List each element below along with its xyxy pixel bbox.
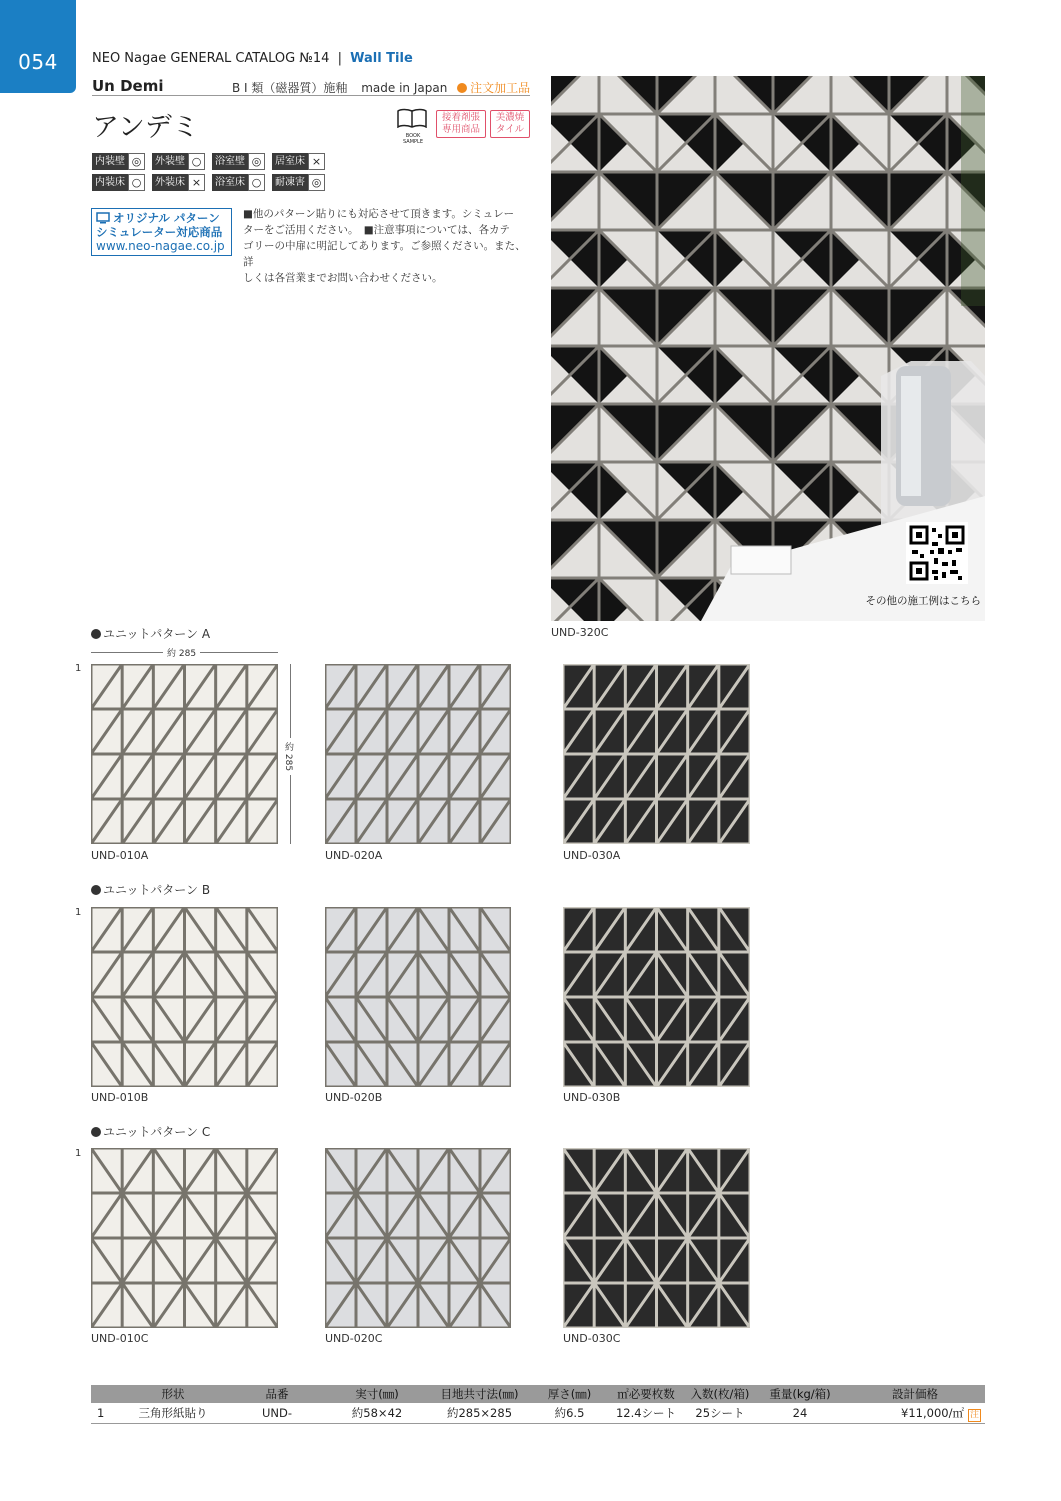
table-cell: UND- [227,1403,327,1424]
qr-code-icon[interactable] [906,522,968,584]
pattern-c-title [91,1123,210,1140]
book-icon [395,108,429,128]
qr-code-graphic [906,522,968,584]
simulator-line2: シミュレーター対応商品 [96,225,223,239]
header-cell [91,1385,119,1403]
pattern-b-title-text: ユニットパターン B [103,883,211,897]
badge-group [436,110,530,138]
tile-swatch-und-030a[interactable] [563,664,750,844]
usage-grid [92,153,332,191]
product-name-jp: アンデミ [92,112,199,143]
tile-pattern-graphic [91,664,278,844]
product-origin: made in Japan [361,81,448,95]
height-dimension-label: 約 285 [282,738,295,775]
tile-swatch-und-020c[interactable] [325,1148,511,1328]
tile-pattern-graphic [325,907,511,1087]
catalog-header [92,51,413,66]
description-line: しくは各営業までお問い合わせください。 [243,272,443,284]
adhesive-only-badge: 接着剤張 専用商品 [436,110,486,138]
usage-label: 外装壁 [152,153,188,170]
header-cell: 入数(枚/箱) [685,1385,755,1403]
header-cell: 品番 [227,1385,327,1403]
installation-photo [551,76,985,621]
usage-label: 耐凍害 [272,174,308,191]
tile-pattern-graphic [563,1148,750,1328]
header-cell: 形状 [119,1385,227,1403]
order-dot-icon [457,83,467,93]
pattern-a-title-text: ユニットパターン A [103,627,211,641]
usage-symbol: ○ [188,153,205,170]
usage-item [92,174,152,191]
order-label: 注文加工品 [470,81,531,95]
product-code: UND-030B [563,1091,621,1104]
header-separator: | [337,51,342,66]
header-cell: 実寸(㎜) [327,1385,427,1403]
tile-pattern-graphic [325,664,511,844]
table-cell: 25シート [685,1403,755,1424]
table-cell: 約6.5 [532,1403,607,1424]
usage-label: 外装床 [152,174,188,191]
description-line: ■他のパターン貼りにも対応させて頂きます。シミュレー [243,208,515,220]
simulator-url[interactable]: www.neo-nagae.co.jp [96,239,225,253]
header-cell: 設計価格 [845,1385,985,1403]
row-number: 1 [75,907,82,918]
order-mark: 注 [969,1409,979,1420]
pattern-c-title-text: ユニットパターン C [103,1125,211,1139]
price-cell [845,1403,985,1424]
tile-pattern-graphic [91,1148,278,1328]
header-cell: 目地共寸法(㎜) [427,1385,532,1403]
header-cell: 厚さ(㎜) [532,1385,607,1403]
tile-swatch-und-020a[interactable] [325,664,511,844]
usage-symbol: ○ [248,174,265,191]
monitor-icon [96,212,110,224]
product-spec: B I 類（磁器質）施釉 [232,81,348,95]
header-cell: ㎡必要枚数 [607,1385,685,1403]
width-dimension-label: 約 285 [163,646,200,659]
category-label: Wall Tile [350,51,413,66]
usage-item [272,153,332,170]
tile-swatch-und-030c[interactable] [563,1148,750,1328]
spec-table-header [91,1385,985,1403]
title-divider [92,95,530,96]
simulator-line1: オリジナル パターン [113,211,220,225]
simulator-line1-row [96,211,227,225]
product-code: UND-010B [91,1091,149,1104]
photo-code: UND-320C [551,626,609,639]
table-cell: 24 [755,1403,845,1424]
bullet-icon [91,885,101,895]
book-sample-label: BOOK SAMPLE [403,133,423,145]
product-spec-line [232,79,530,96]
usage-symbol: ◎ [128,153,145,170]
product-code: UND-020A [325,849,383,862]
product-code: UND-010A [91,849,149,862]
table-cell: 約285×285 [427,1403,532,1424]
tile-pattern-graphic [325,1148,511,1328]
pattern-b-title [91,881,210,898]
bullet-icon [91,1127,101,1137]
description-line: ゴリーの中扉に明記してあります。ご参照ください。また、詳 [243,240,526,268]
tile-swatch-und-010c[interactable] [91,1148,278,1328]
description [243,206,533,286]
product-code: UND-010C [91,1332,149,1345]
book-sample-icon [395,108,431,145]
tile-swatch-und-030b[interactable] [563,907,750,1087]
usage-item [212,153,272,170]
usage-item [152,174,212,191]
usage-label: 内装床 [92,174,128,191]
table-row [91,1403,985,1424]
tile-pattern-graphic [563,907,750,1087]
row-number: 1 [75,663,82,674]
usage-symbol: ○ [128,174,145,191]
usage-item [212,174,272,191]
photo-caption: その他の施工例はこちら [865,595,981,607]
simulator-box[interactable] [91,208,232,256]
tile-pattern-graphic [91,907,278,1087]
catalog-title: NEO Nagae GENERAL CATALOG №14 [92,51,330,66]
usage-item [92,153,152,170]
usage-symbol: × [188,174,205,191]
usage-symbol: ◎ [308,174,325,191]
tile-pattern-graphic [563,664,750,844]
usage-label: 浴室床 [212,174,248,191]
product-code: UND-030C [563,1332,621,1345]
header-cell: 重量(kg/箱) [755,1385,845,1403]
mino-ware-badge: 美濃焼 タイル [490,110,530,138]
usage-label: 浴室壁 [212,153,248,170]
product-code: UND-020B [325,1091,383,1104]
product-name-en: Un Demi [92,77,164,95]
tile-swatch-und-010b[interactable] [91,907,278,1087]
usage-label: 居室床 [272,153,308,170]
page-number-tab [0,0,76,93]
pattern-a-title [91,625,210,642]
row-number-cell: 1 [91,1403,119,1424]
description-line: ターをご活用ください。 ■注意事項については、各カテ [243,224,510,236]
table-cell: 約58×42 [327,1403,427,1424]
product-code: UND-020C [325,1332,383,1345]
row-number: 1 [75,1148,82,1159]
price-value: ¥11,000/㎡ [901,1405,964,1420]
table-cell: 三角形紙貼り [119,1403,227,1424]
usage-item [152,153,212,170]
tile-swatch-und-010a[interactable] [91,664,278,844]
table-cell: 12.4シート [607,1403,685,1424]
product-code: UND-030A [563,849,621,862]
usage-label: 内装壁 [92,153,128,170]
bullet-icon [91,629,101,639]
usage-item [272,174,332,191]
spec-table [91,1385,985,1424]
page-number: 054 [18,50,58,74]
usage-symbol: ◎ [248,153,265,170]
usage-symbol: × [308,153,325,170]
tile-swatch-und-020b[interactable] [325,907,511,1087]
